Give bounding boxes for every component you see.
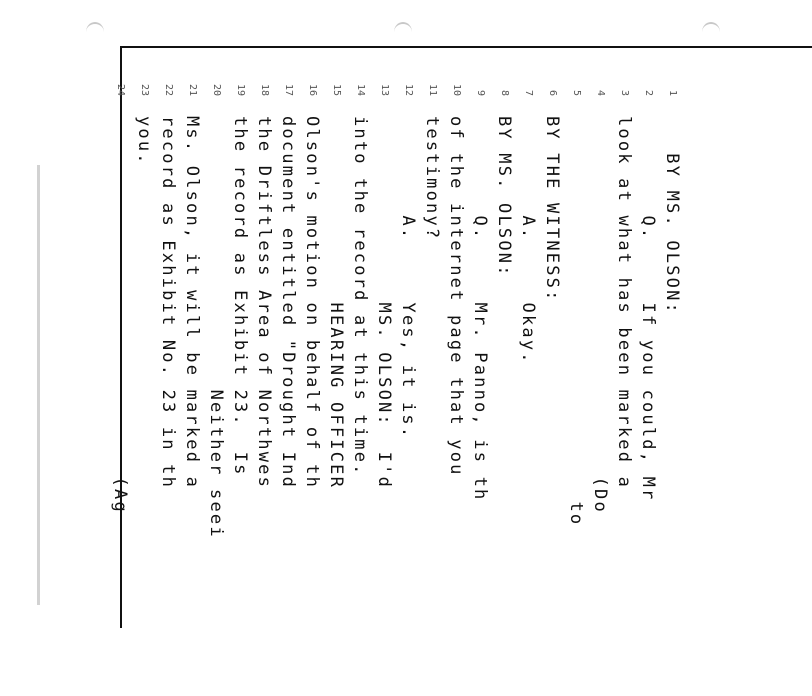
scan-margin-line — [37, 165, 40, 605]
transcript-line — [564, 76, 588, 696]
line-number: 16 — [307, 83, 318, 96]
line-text: to — [566, 116, 586, 527]
line-text: A. Okay. — [518, 116, 538, 365]
line-text: the Driftless Area of Northwes — [254, 116, 274, 490]
line-text: record as Exhibit No. 23 in th — [158, 116, 178, 490]
transcript-line — [588, 76, 612, 696]
line-number: 10 — [451, 83, 462, 96]
transcript-line — [204, 76, 228, 696]
line-text: testimony? — [422, 116, 442, 241]
transcript-line — [420, 76, 444, 696]
line-text: look at what has been marked a — [614, 116, 634, 490]
line-number: 18 — [259, 83, 270, 96]
line-text: BY THE WITNESS: — [542, 116, 562, 303]
line-number: 8 — [499, 89, 510, 96]
punch-hole-left — [86, 22, 104, 42]
transcript-line — [276, 76, 300, 696]
line-text: (Ag — [110, 116, 130, 514]
line-number: 23 — [139, 83, 150, 96]
line-number: 7 — [523, 89, 534, 96]
line-number: 13 — [379, 83, 390, 96]
transcript-line — [348, 76, 372, 696]
rotated-transcript-body — [110, 76, 684, 656]
line-text: Q. If you could, Mr — [638, 116, 658, 502]
line-text: the record as Exhibit 23. Is — [230, 116, 250, 477]
line-text: BY MS. OLSON: — [494, 116, 514, 278]
line-number: 2 — [643, 89, 654, 96]
transcript-line — [540, 76, 564, 696]
line-number: 19 — [235, 83, 246, 96]
line-text: (Do — [590, 116, 610, 514]
transcript-line — [516, 76, 540, 696]
line-number: 11 — [427, 83, 438, 96]
line-text: of the internet page that you — [446, 116, 466, 477]
line-text: into the record at this time. — [350, 116, 370, 477]
line-text: A. Yes, it is. — [398, 116, 418, 440]
transcript-line — [300, 76, 324, 696]
transcript-line — [108, 76, 132, 696]
line-number: 9 — [475, 89, 486, 96]
transcript-line — [468, 76, 492, 696]
transcript-line — [660, 76, 684, 696]
transcript-line — [492, 76, 516, 696]
line-number: 21 — [187, 83, 198, 96]
line-number: 6 — [547, 89, 558, 96]
transcript-line — [636, 76, 660, 696]
line-number: 14 — [355, 83, 366, 96]
transcript-line — [180, 76, 204, 696]
line-number: 17 — [283, 83, 294, 96]
line-text: Q. Mr. Panno, is th — [470, 116, 490, 502]
transcript-line — [156, 76, 180, 696]
line-number: 24 — [115, 83, 126, 96]
line-text: Neither seei — [206, 116, 226, 539]
line-number: 15 — [331, 83, 342, 96]
transcript-line — [252, 76, 276, 696]
transcript-line — [228, 76, 252, 696]
line-text: Ms. Olson, it will be marked a — [182, 116, 202, 490]
line-number: 12 — [403, 83, 414, 96]
transcript-line — [324, 76, 348, 696]
line-text: Olson's motion on behalf of th — [302, 116, 322, 490]
line-number: 4 — [595, 89, 606, 96]
punch-hole-right — [702, 22, 720, 42]
line-number: 5 — [571, 89, 582, 96]
line-number: 3 — [619, 89, 630, 96]
line-text: BY MS. OLSON: — [662, 116, 682, 315]
line-text: HEARING OFFICER — [326, 116, 346, 490]
transcript-page — [110, 46, 812, 628]
line-text: MS. OLSON: I'd — [374, 116, 394, 490]
line-number: 20 — [211, 83, 222, 96]
line-text: you. — [134, 116, 154, 166]
transcript-line — [612, 76, 636, 696]
line-number: 1 — [667, 89, 678, 96]
transcript-line — [444, 76, 468, 696]
punch-hole-center — [394, 22, 412, 42]
line-number: 22 — [163, 83, 174, 96]
transcript-line — [372, 76, 396, 696]
transcript-line — [132, 76, 156, 696]
line-text: document entitled "Drought Ind — [278, 116, 298, 490]
transcript-line — [396, 76, 420, 696]
